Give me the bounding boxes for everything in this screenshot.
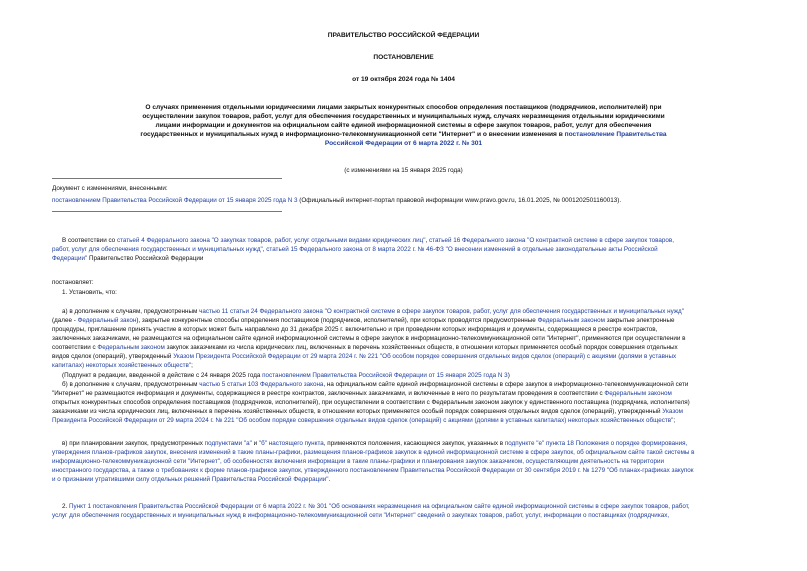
- title-line-4: [0, 131, 807, 139]
- text-run: Правительство Российской Федерации: [87, 255, 204, 262]
- text-run: (далее -: [52, 317, 78, 324]
- text-run: видов сделок (операций), утвержденный: [52, 353, 174, 360]
- text-run: ), закрытые конкурентные способы определения поставщиков (подрядчиков, исполнителей), при которых проводятся предусмотренные: [136, 317, 538, 324]
- text-run: В соответствии со: [62, 237, 117, 244]
- document-link[interactable]: статьей 16 Федерального закона "О контрактной системе в сфере закупок товаров,: [428, 237, 675, 244]
- document-link[interactable]: частью 11 статьи 24 Федерального закона "О контрактной системе в сфере закупок товаров, работ, услуг для обеспечения государственных и муниципальных нужд": [199, 308, 684, 315]
- preamble-line: [62, 237, 768, 245]
- changes-line: [52, 197, 621, 205]
- text-run: ): [507, 372, 510, 379]
- document-link[interactable]: частью 5 статьи 103 Федерального закона: [199, 381, 324, 388]
- changes-decree-link[interactable]: постановлением Правительства Российской Федерации от 15 января 2025 года N 3: [52, 197, 298, 204]
- paragraph-c-line: [52, 467, 768, 475]
- document-link[interactable]: работ, услуг для обеспечения государственных и муниципальных нужд": [52, 246, 263, 253]
- document-link[interactable]: Федеральным законом: [97, 344, 165, 351]
- title-line-3: лицами информации и документов на официальном сайте единой информационной системы в сфере закупок товаров, работ, услуг для обеспечения: [155, 122, 652, 129]
- document-link[interactable]: Федерации": [52, 255, 88, 262]
- paragraph-a-edit-note: [62, 372, 768, 380]
- document-link[interactable]: Указом: [662, 408, 683, 415]
- government-heading: ПРАВИТЕЛЬСТВО РОССИЙСКОЙ ФЕДЕРАЦИИ: [327, 32, 480, 39]
- document-link[interactable]: статьей 4 Федерального закона "О закупках товаров, работ, услуг отдельными видами юридических лиц": [116, 237, 426, 244]
- paragraph-b-line: [62, 381, 768, 389]
- document-link[interactable]: Федеральным законом: [537, 317, 605, 324]
- text-run: заказчиками из числа юридических лиц, включенных в перечень хозяйственных обществ, в отношении которых применяется особый порядок совершения отдельных видов сделок (операций), утвержденный: [52, 408, 663, 415]
- paragraph-a-line: [52, 362, 768, 370]
- document-link[interactable]: подпунктами "а": [204, 440, 252, 447]
- paragraph-a-line: заключенных заказчиками, не размещаются на официальном сайте единой информационной системы в сфере закупок в информационно-телекоммуникационной сети "Интернет", применяются при осуществлении в: [52, 335, 686, 342]
- text-run: соответствии с: [52, 344, 98, 351]
- paragraph-a-line: процедуры, приглашение принять участие в которых может быть направлено до 31 декабря 2025 г. включительно и при проведении которых информация и документы, содержащиеся в реестре контрактов,: [52, 326, 658, 333]
- paragraph-b-line: [52, 408, 768, 416]
- document-link[interactable]: постановлением Правительства Российской Федерации от 15 января 2025 года N 3: [262, 372, 508, 379]
- title-amended-decree-link[interactable]: постановление Правительства: [564, 131, 667, 138]
- paragraph-b-line: [52, 390, 768, 398]
- paragraph-c-line: [52, 476, 768, 484]
- item-1-heading: 1. Установить, что:: [62, 289, 117, 296]
- paragraph-a-line: [52, 317, 768, 325]
- title-amended-decree-link-cont[interactable]: Российской Федерации от 6 марта 2022 г. № 301: [324, 140, 483, 147]
- paragraph-a-line: [52, 344, 768, 352]
- changes-source: (Официальный интернет-портал правовой информации www.pravo.gov.ru, 16.01.2025, № 0001202501160013).: [297, 197, 622, 204]
- document-link[interactable]: информационно-телекоммуникационной сети "Интернет", об особенностях включения информации в такие планы-графики и планирования закупок заказчиком, осуществляющим деятельность на территории: [52, 458, 665, 465]
- document-link[interactable]: Федеральный закон: [77, 317, 137, 324]
- document-link[interactable]: "б" настоящего пункта: [258, 440, 324, 447]
- paragraph-a-line: [52, 353, 768, 361]
- text-run: ;: [673, 417, 676, 424]
- document-link[interactable]: Федеральным законом: [604, 390, 672, 397]
- preamble-line: [52, 246, 768, 254]
- text-run: и: [251, 440, 259, 447]
- text-run: ,: [262, 246, 267, 253]
- changes-heading: Документ с изменениями, внесенными:: [52, 185, 168, 192]
- document-link[interactable]: подпункте "е" пункта 18 Положения о порядке формирования,: [504, 440, 688, 447]
- divider-top: [52, 178, 282, 179]
- text-run: (Подпункт в редакции, введенной в действие с 24 января 2025 года: [62, 372, 263, 379]
- text-run: б) в дополнение к случаям, предусмотренным: [62, 381, 200, 388]
- text-run: ,: [425, 237, 429, 244]
- paragraph-c-line: [52, 458, 768, 466]
- item-2-line: [52, 512, 768, 520]
- document-type: ПОСТАНОВЛЕНИЕ: [373, 54, 434, 61]
- paragraph-a-line: [62, 308, 768, 316]
- document-link[interactable]: капиталах) некоторых хозяйственных обществ": [52, 362, 192, 369]
- amendments-note: (с изменениями на 15 января 2025 года): [344, 167, 463, 174]
- text-run: ;: [191, 362, 193, 369]
- paragraph-b-line: [52, 417, 768, 425]
- text-run: закрытые электронные: [604, 317, 675, 324]
- date-and-number: от 19 октября 2024 года № 1404: [352, 76, 455, 83]
- divider-bottom: [52, 211, 282, 212]
- text-run: , на официальном сайте единой информационной системы в сфере закупок в информационно-телекоммуникационной сети: [323, 381, 689, 388]
- document-link[interactable]: Указом Президента Российской Федерации от 29 марта 2024 г. № 221 "Об особом порядке совершения отдельных видов сделок (операций) с акциями (долями в уставных: [173, 353, 677, 360]
- text-run: , применяются положения, касающиеся закупок, указанных в: [323, 440, 505, 447]
- paragraph-c-line: [62, 440, 768, 448]
- document-link[interactable]: услуг для обеспечения государственных и муниципальных нужд в информационно-телекоммуникационной сети "Интернет" сведений о закупках товаров, работ, услуг, информации о поставщиках (подрядчиках,: [52, 512, 670, 519]
- document-link[interactable]: и о признании утратившими силу отдельных решений Правительства Российской Федерации": [52, 476, 329, 483]
- text-run: 2.: [62, 503, 70, 510]
- document-link[interactable]: Пункт 1 постановления Правительства Российской Федерации от 6 марта 2022 г. № 301 "Об основаниях неразмещения на официальном сайте единой информационной системы в сфере закупок товаров, работ,: [69, 503, 690, 510]
- text-run: закупок заказчиками из числа юридических лиц, включенных в перечень хозяйственных обществ, в отношении которых применяется особый порядок совершения отдельных: [164, 344, 678, 351]
- item-2-line: [62, 503, 768, 511]
- title-line-4-text: государственных и муниципальных нужд в информационно-телекоммуникационной сети "Интернет" и о внесении изменения в: [140, 131, 565, 138]
- title-line-2: осуществлении закупок товаров, работ, услуг для обеспечения государственных и муниципальных нужд, случаях неразмещения отдельными юридическими: [142, 113, 665, 120]
- text-run: а) в дополнение к случаям, предусмотренным: [62, 308, 200, 315]
- title-line-1: О случаях применения отдельными юридическими лицами закрытых конкурентных способов определения поставщиков (подрядчиков, исполнителей) при: [145, 104, 662, 111]
- text-run: .: [328, 476, 331, 483]
- text-run: в) при планировании закупок, предусмотренных: [62, 440, 205, 447]
- text-run: "Интернет" не размещаются информация и документы, содержащиеся в реестре контрактов, заключенных заказчиками, и включенные в него по результатам проведения в соответствии с: [52, 390, 605, 397]
- paragraph-c-line: [52, 449, 768, 457]
- document-link[interactable]: Президента Российской Федерации от 29 марта 2024 г. № 221 "Об особом порядке совершения отдельных видов сделок (операций) с акциями (долями в уставных капиталах) некоторых хозяйственных обществ": [52, 417, 674, 424]
- document-link[interactable]: утверждения планов-графиков закупок, внесения изменений в такие планы-графики, размещения планов-графиков закупок в единой информационной системе в сфере закупок, об официальном сайте такой системы в: [52, 449, 695, 456]
- preamble-line: [52, 255, 768, 263]
- document-link[interactable]: статьей 15 Федерального закона от 8 марта 2022 г. № 46-ФЗ "О внесении изменений в отдельные законодательные акты Российской: [266, 246, 658, 253]
- paragraph-b-line: открытых конкурентных способов определения поставщиков (подрядчиков, исполнителей), при осуществлении в соответствии с Федеральным законом закупок у единственного поставщика (подрядчика, исполнителя): [52, 399, 690, 406]
- decrees-word: постановляет:: [52, 279, 94, 286]
- document-link[interactable]: иностранного государства, а также о требованиях к форме планов-графиков закупок, утвержденного постановлением Правительства Российской Федерации от 30 сентября 2019 г. № 1279 "Об планах-графиках закупок: [52, 467, 694, 474]
